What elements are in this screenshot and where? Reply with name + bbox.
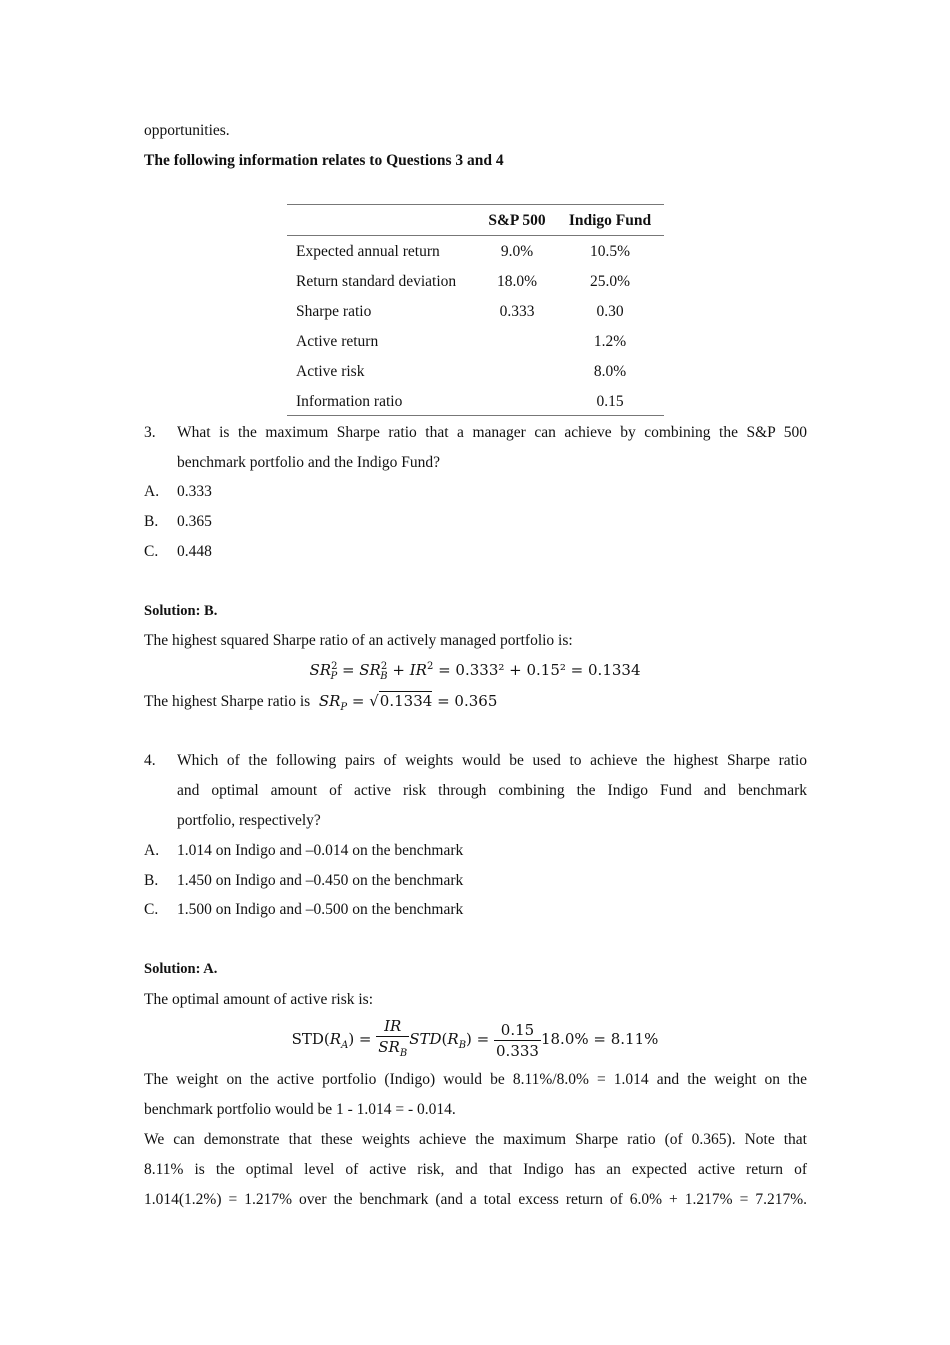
solution-heading: Solution: A.	[144, 961, 218, 977]
row-indigo-value: 0.30	[596, 303, 624, 320]
row-label: Active return	[296, 333, 379, 350]
row-label: Active risk	[296, 363, 365, 380]
equation-result: = 0.365	[437, 692, 498, 710]
option-text: 0.333	[177, 483, 212, 500]
paragraph-line: 1.014(1.2%) = 1.217% over the benchmark (and a total excess return of 6.0% + 1.217% = 7.217%.	[144, 1191, 807, 1208]
paragraph-line: 8.11% is the optimal level of active risk, and that Indigo has an expected active return of	[144, 1161, 807, 1178]
paragraph-line: benchmark portfolio would be 1 - 1.014 = - 0.014.	[144, 1101, 456, 1118]
solution-heading: Solution: B.	[144, 603, 218, 619]
row-label: Expected annual return	[296, 243, 440, 260]
option-text: 0.365	[177, 513, 212, 530]
solution-result-prefix: The highest Sharpe ratio is	[144, 693, 311, 710]
question-text: Which of the following pairs of weights would be used to achieve the highest Sharpe ratio	[177, 752, 807, 769]
row-label: Sharpe ratio	[296, 303, 372, 320]
fraction-ir-over-srb: $\frac{IR}{SR_B}$	[378, 1017, 408, 1059]
option-letter: A.	[144, 483, 160, 500]
equation-sharpe-squared: $SR^2_P = SR^2_B + IR^2 = 0.333^2 + 0.15^2 = 0.1334$	[309, 661, 641, 682]
fraction-numerator: 0.15	[494, 1020, 541, 1041]
row-indigo-value: 10.5%	[589, 243, 631, 260]
table-header-rule	[287, 235, 664, 236]
row-indigo-value: 0.15	[596, 393, 624, 410]
table-bottom-rule	[287, 415, 664, 416]
solution-result-line: The highest Sharpe ratio is $SR_P = √0.1334 = 0.365$	[144, 692, 498, 713]
option-letter: B.	[144, 513, 159, 530]
paragraph-line: We can demonstrate that these weights achieve the maximum Sharpe ratio (of 0.365). Note that	[144, 1131, 807, 1148]
header-indigo: Indigo Fund	[568, 212, 652, 229]
row-label: Information ratio	[296, 393, 403, 410]
option-letter: A.	[144, 842, 160, 859]
info-heading: The following information relates to Questions 3 and 4	[144, 152, 504, 169]
row-indigo-value: 8.0%	[593, 363, 627, 380]
question-text: portfolio, respectively?	[177, 812, 321, 829]
option-letter: C.	[144, 901, 159, 918]
option-text: 1.500 on Indigo and –0.500 on the benchmark	[177, 901, 464, 918]
equation-tail: 18.0% = 8.11%	[540, 1030, 659, 1048]
solution-text: The optimal amount of active risk is:	[144, 991, 374, 1008]
row-sp500-value: 9.0%	[500, 243, 534, 260]
question-text: What is the maximum Sharpe ratio that a manager can achieve by combining the S&P 500	[177, 424, 807, 441]
intro-tail-text: opportunities.	[144, 122, 230, 139]
question-text: benchmark portfolio and the Indigo Fund?	[177, 454, 441, 471]
question-text: and optimal amount of active risk through combining the Indigo Fund and benchmark	[177, 782, 807, 799]
row-sp500-value: 18.0%	[496, 273, 538, 290]
row-label: Return standard deviation	[296, 273, 457, 290]
paragraph-line: The weight on the active portfolio (Indigo) would be 8.11%/8.0% = 1.014 and the weight on the	[144, 1071, 807, 1088]
option-letter: C.	[144, 543, 159, 560]
equation-rhs: = 0.333² + 0.15² = 0.1334	[438, 661, 641, 679]
table-top-rule	[287, 204, 664, 205]
option-text: 1.450 on Indigo and –0.450 on the benchmark	[177, 872, 464, 889]
row-indigo-value: 1.2%	[593, 333, 627, 350]
fraction-denominator: 0.333	[496, 1041, 539, 1060]
option-text: 1.014 on Indigo and –0.014 on the benchmark	[177, 842, 464, 859]
solution-text: The highest squared Sharpe ratio of an actively managed portfolio is:	[144, 632, 573, 649]
option-letter: B.	[144, 872, 159, 889]
row-indigo-value: 25.0%	[589, 273, 631, 290]
question-number: 4.	[144, 752, 156, 769]
header-sp500: S&P 500	[488, 212, 546, 229]
row-sp500-value: 0.333	[499, 303, 535, 320]
fraction-values	[494, 1020, 541, 1061]
sqrt-value: 0.1334	[379, 692, 433, 710]
equation-active-risk: $STD(R_A)$ = $\frac{IR}{SR_B}$ $STD(R_B)$ = $\frac{0.15}{0.333}$ 18.0% = 8.11%	[0, 1016, 950, 1064]
option-text: 0.448	[177, 543, 212, 560]
question-number: 3.	[144, 424, 156, 441]
